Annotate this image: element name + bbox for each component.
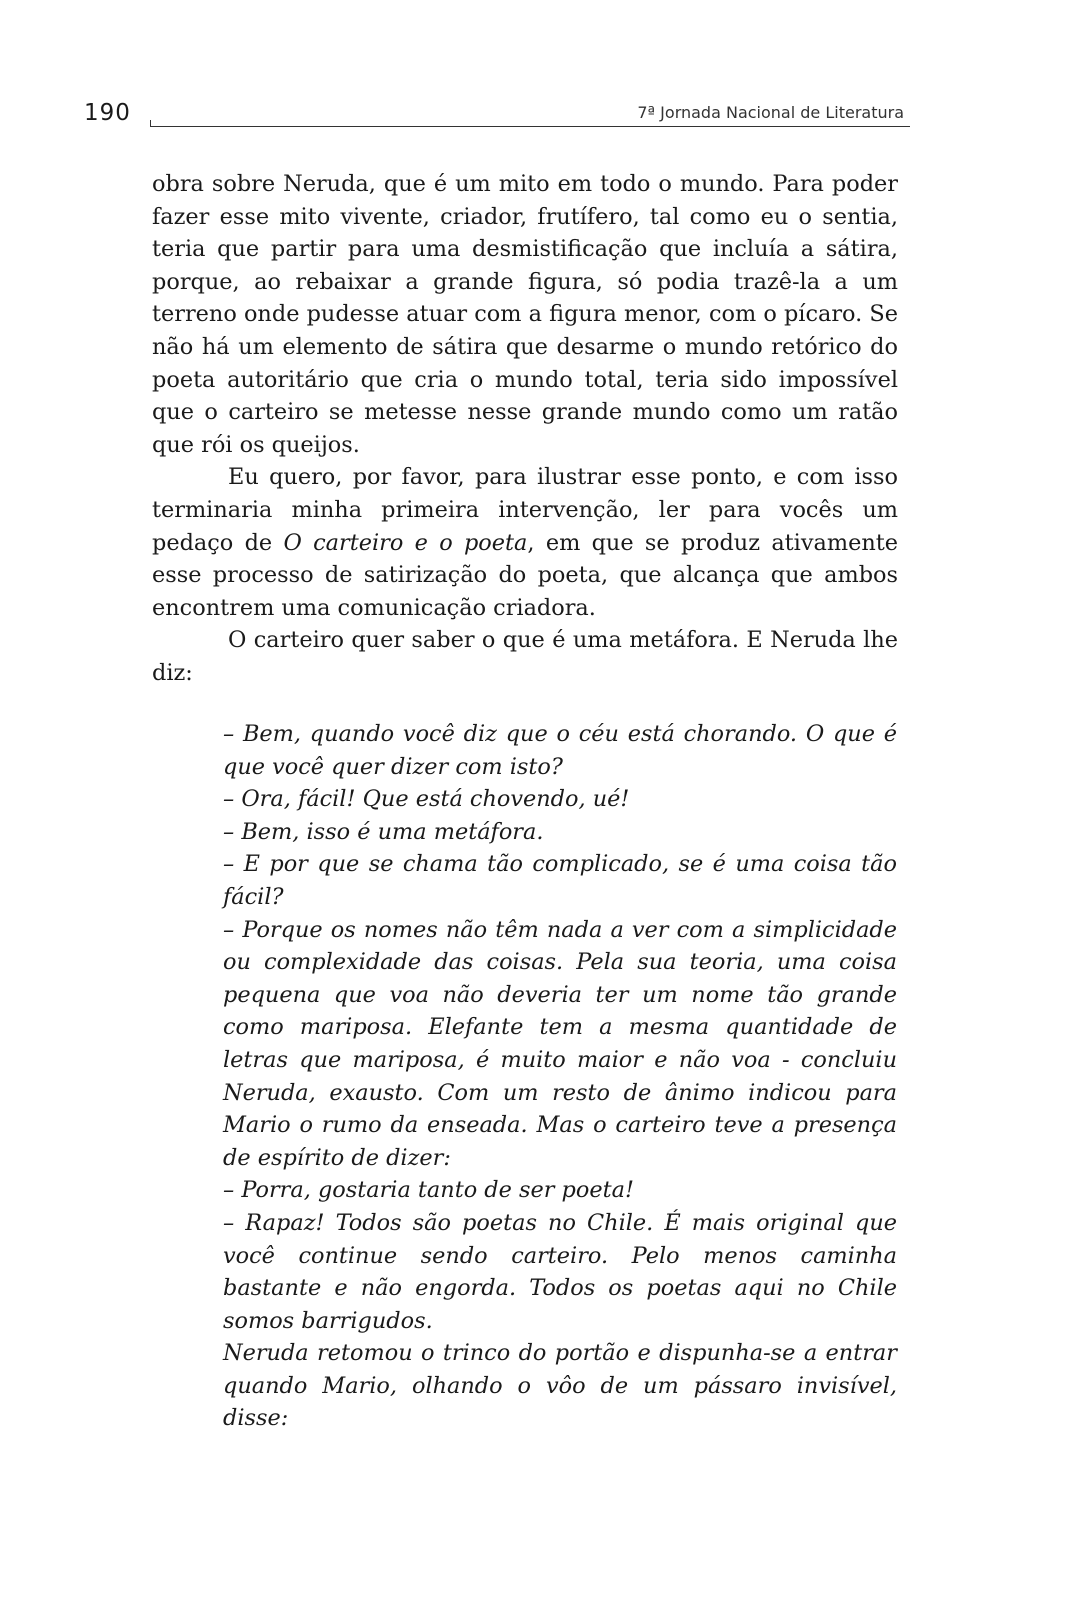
quote-line: – Porra, gostaria tanto de ser poeta! (223, 1177, 634, 1204)
quote-line: – Bem, quando você diz que o céu está chorando. O que é que você quer dizer com isto? (223, 721, 897, 780)
quote-line: – Porque os nomes não têm nada a ver com a simplicidade ou complexidade das coisas. Pela sua teoria, uma coisa pequena que voa não deveria ter um nome tão grande como mariposa. Elefante tem a mesma quantidade de letras que mariposa, é muito maior e não voa - concluiu Neruda, exausto. Com um resto de ânimo indicou para Mario o rumo da enseada. Mas o carteiro teve a presença de espírito de dizer: (223, 916, 897, 1171)
paragraph-3: O carteiro quer saber o que é uma metáfora. E Neruda lhe diz: (152, 627, 898, 686)
paragraph-1: obra sobre Neruda, que é um mito em todo o mundo. Para poder fazer esse mito vivente, criador, frutífero, tal como eu o sentia, teria que partir para uma desmistificação que incluía a sátira, porque, ao rebaixar a grande figura, só podia trazê-la a um terreno onde pudesse atuar com a figura menor, com o pícaro. Se não há um elemento de sátira que desarme o mundo retórico do poeta autoritário que cria o mundo total, teria sido impossível que o carteiro se metesse nesse grande mundo como um ratão que rói os queijos. (152, 171, 898, 458)
book-title: O carteiro e o poeta (283, 529, 528, 556)
quote-line: Neruda retomou o trinco do portão e dispunha-se a entrar quando Mario, olhando o vôo de um pássaro invisível, disse: (223, 1340, 897, 1432)
running-title: 7ª Jornada Nacional de Literatura (637, 103, 904, 122)
body-text (152, 168, 898, 690)
quote-line: – E por que se chama tão complicado, se é uma coisa tão fácil? (223, 851, 897, 910)
header-rule (150, 126, 910, 127)
block-quote (223, 718, 897, 1435)
quote-line: – Bem, isso é uma metáfora. (223, 818, 544, 845)
quote-line: – Ora, fácil! Que está chovendo, ué! (223, 786, 630, 813)
quote-line: – Rapaz! Todos são poetas no Chile. É mais original que você continue sendo carteiro. Pelo menos caminha bastante e não engorda. Todos os poetas aqui no Chile somos barrigudos. (223, 1209, 897, 1334)
page-header (84, 98, 910, 128)
page-number: 190 (84, 100, 131, 126)
paragraph-2-end: , em que se produz ativamente esse processo de satirização do poeta, que alcança que ambos encontrem uma comunicação criadora. (152, 529, 898, 621)
paragraph-2 (152, 461, 898, 624)
paragraph-2-start: Eu quero, por favor, para ilustrar esse ponto, e com isso terminaria minha primeira intervenção, ler para vocês um pedaço de (152, 464, 898, 556)
